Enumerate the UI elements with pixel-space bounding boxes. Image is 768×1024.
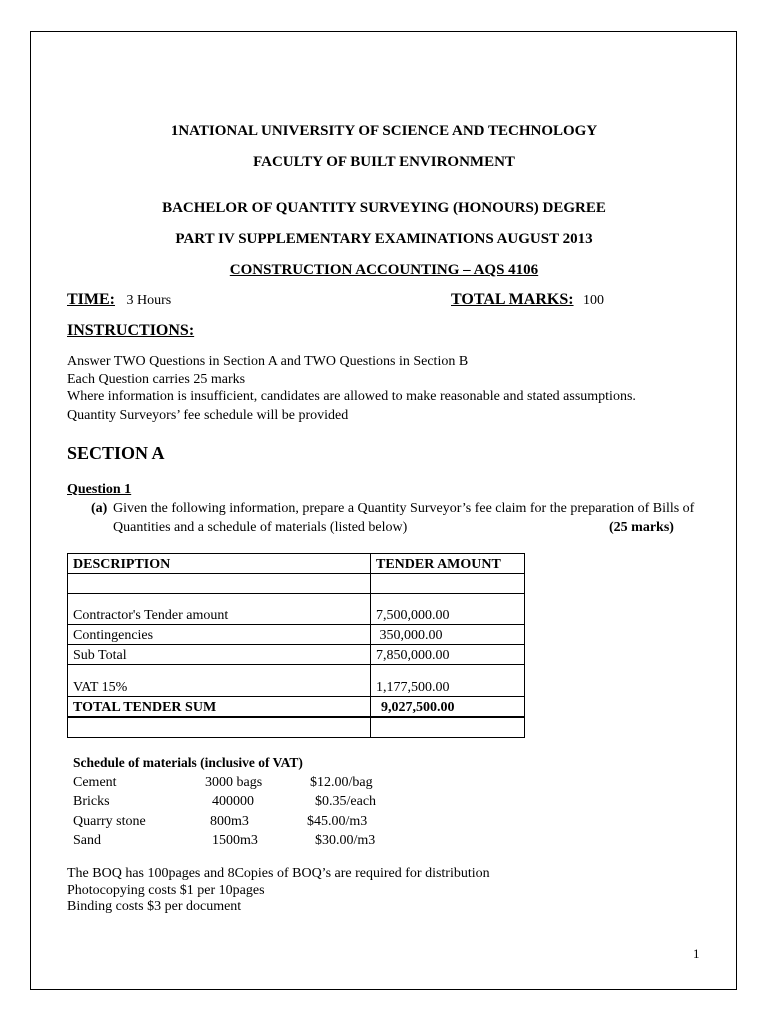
- table-cell-amount: 9,027,500.00: [371, 697, 525, 718]
- course-title: CONSTRUCTION ACCOUNTING – AQS 4106: [229, 262, 539, 278]
- question-text-line2: Quantities and a schedule of materials (listed below): [113, 520, 408, 535]
- table-row: [68, 645, 525, 665]
- degree-name: BACHELOR OF QUANTITY SURVEYING (HONOURS) DEGREE: [162, 200, 606, 216]
- question-text-line1: Given the following information, prepare a Quantity Surveyor’s fee claim for the preparation of Bills of: [113, 501, 695, 516]
- material-quantity: 3000 bags: [205, 775, 263, 790]
- material-rate: $45.00/m3: [307, 814, 368, 829]
- instruction-line: Quantity Surveyors’ fee schedule will be provided: [67, 408, 349, 423]
- table-cell-amount: 1,177,500.00: [371, 665, 525, 697]
- table-cell-description: [68, 717, 371, 738]
- time-row: [67, 291, 171, 309]
- table-row: [68, 594, 525, 625]
- exam-title: PART IV SUPPLEMENTARY EXAMINATIONS AUGUST 2013: [175, 231, 593, 247]
- faculty-name: FACULTY OF BUILT ENVIRONMENT: [253, 154, 515, 170]
- material-name: Cement: [73, 775, 117, 790]
- table-cell-amount: [371, 574, 525, 594]
- table-row: [68, 574, 525, 594]
- marks-row: [451, 291, 604, 309]
- page-number: 1: [693, 946, 700, 961]
- material-quantity: 400000: [212, 794, 254, 809]
- table-header-amount: TENDER AMOUNT: [371, 554, 525, 574]
- question-marks: (25 marks): [609, 520, 674, 535]
- material-name: Bricks: [73, 794, 110, 809]
- table-cell-amount: 7,850,000.00: [371, 645, 525, 665]
- question-title: Question 1: [67, 482, 132, 497]
- table-row: [68, 717, 525, 738]
- note-line: Binding costs $3 per document: [67, 899, 242, 914]
- material-rate: $12.00/bag: [310, 775, 373, 790]
- material-name: Quarry stone: [73, 814, 146, 829]
- table-header-row: [68, 554, 525, 574]
- table-row: [68, 625, 525, 645]
- marks-label: TOTAL MARKS:: [451, 291, 574, 308]
- material-rate: $0.35/each: [315, 794, 377, 809]
- table-cell-amount: [371, 717, 525, 738]
- table-cell-description: Contingencies: [68, 625, 371, 645]
- time-label: TIME:: [67, 291, 115, 308]
- marks-value: 100: [583, 293, 605, 308]
- material-quantity: 1500m3: [212, 833, 258, 848]
- question-part-label: (a): [91, 501, 108, 516]
- materials-title: Schedule of materials (inclusive of VAT): [73, 755, 303, 770]
- note-line: The BOQ has 100pages and 8Copies of BOQ’s are required for distribution: [67, 866, 490, 881]
- table-row: [68, 665, 525, 697]
- table-header-description: DESCRIPTION: [68, 554, 371, 574]
- material-rate: $30.00/m3: [315, 833, 376, 848]
- table-total-row: [68, 697, 525, 718]
- table-cell-amount: 350,000.00: [371, 625, 525, 645]
- instruction-line: Each Question carries 25 marks: [67, 372, 246, 387]
- table-cell-description: VAT 15%: [68, 665, 371, 697]
- instruction-line: Where information is insufficient, candidates are allowed to make reasonable and stated assumptions.: [67, 389, 636, 404]
- table-cell-description: Contractor's Tender amount: [68, 594, 371, 625]
- table-cell-description: Sub Total: [68, 645, 371, 665]
- tender-table: [67, 553, 525, 738]
- university-name: 1NATIONAL UNIVERSITY OF SCIENCE AND TECHNOLOGY: [170, 123, 598, 139]
- instruction-line: Answer TWO Questions in Section A and TWO Questions in Section B: [67, 354, 469, 369]
- material-quantity: 800m3: [210, 814, 249, 829]
- table-cell-amount: 7,500,000.00: [371, 594, 525, 625]
- time-value: 3 Hours: [126, 293, 172, 308]
- note-line: Photocopying costs $1 per 10pages: [67, 883, 265, 898]
- table-cell-description: [68, 574, 371, 594]
- table-cell-description: TOTAL TENDER SUM: [68, 697, 371, 718]
- material-name: Sand: [73, 833, 101, 848]
- instructions-title: INSTRUCTIONS:: [67, 322, 195, 339]
- section-title: SECTION A: [67, 443, 165, 463]
